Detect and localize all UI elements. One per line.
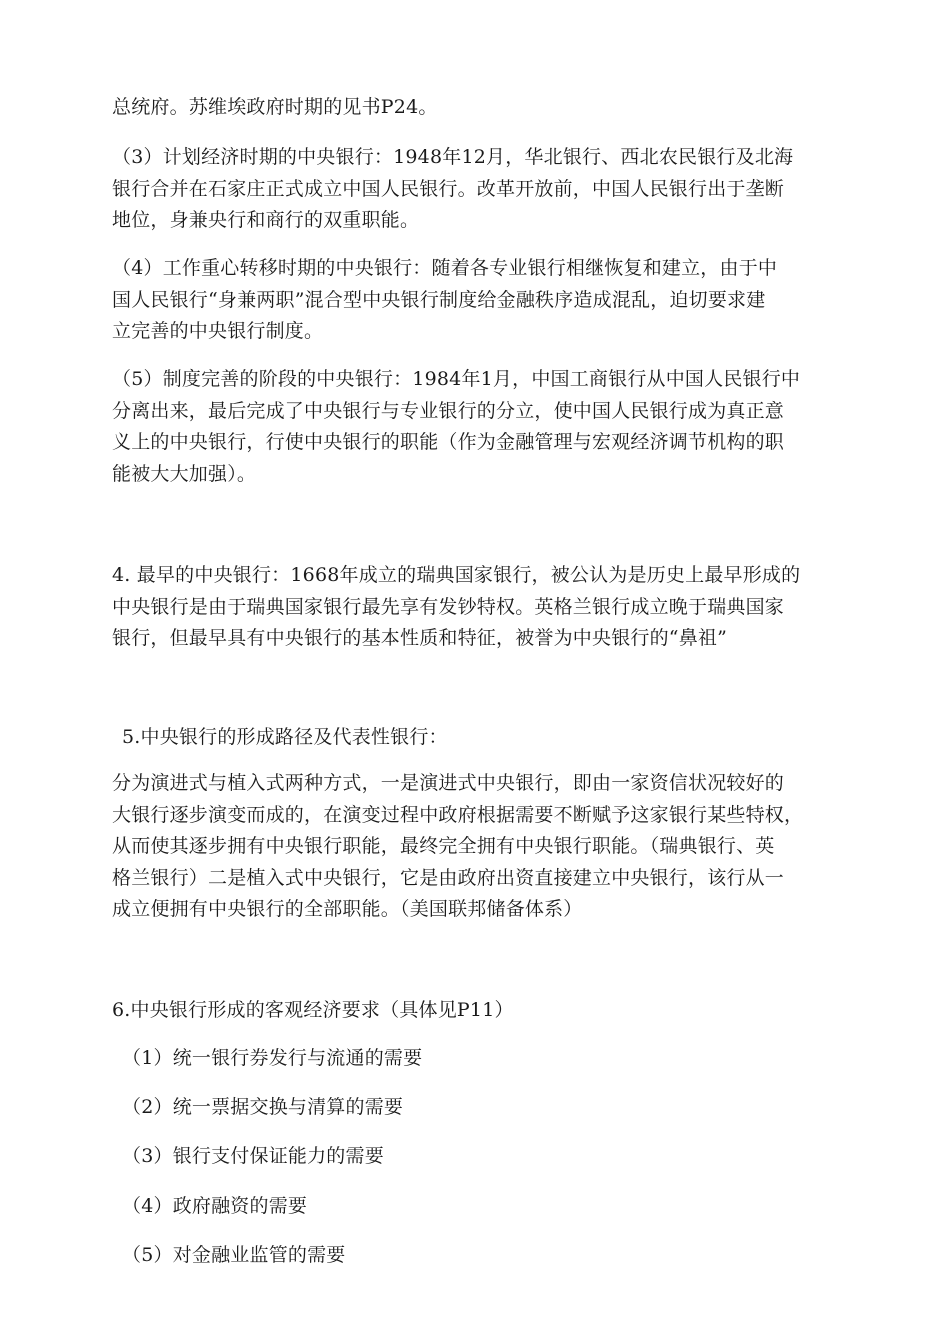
- heading-text: 6.中央银行形成的客观经济要求（具体见P11）: [112, 999, 514, 1021]
- paragraph-soviet-period: [112, 92, 847, 124]
- text-line: （4）政府融资的需要: [122, 1195, 308, 1217]
- paragraph-planned-economy: [112, 142, 847, 237]
- text-line: 分为演进式与植入式两种方式，一是演进式中央银行，即由一家资信状况较好的: [112, 772, 785, 794]
- text-line: 总统府。苏维埃政府时期的见书P24。: [112, 96, 438, 118]
- text-line: 银行合并在石家庄正式成立中国人民银行。改革开放前，中国人民银行出于垄断: [112, 177, 785, 200]
- paragraph-formation-body: [112, 768, 847, 926]
- list-item-requirement-1: [122, 1043, 857, 1075]
- text-line: （3）银行支付保证能力的需要: [122, 1145, 384, 1167]
- text-line: （5）制度完善的阶段的中央银行：1984年1月，中国工商银行从中国人民银行中: [112, 368, 801, 390]
- text-line: 中央银行是由于瑞典国家银行最先享有发钞特权。英格兰银行成立晚于瑞典国家: [112, 595, 785, 618]
- list-item-requirement-2: [122, 1092, 857, 1124]
- text-line: （1）统一银行券发行与流通的需要: [122, 1047, 423, 1069]
- text-line: 4. 最早的中央银行：1668年成立的瑞典国家银行，被公认为是历史上最早形成的: [112, 564, 801, 586]
- section-heading-formation-path: [122, 722, 857, 754]
- paragraph-system-perfected: [112, 364, 847, 490]
- text-line: 立完善的中央银行制度。: [112, 320, 324, 342]
- text-line: 国人民银行“身兼两职”混合型中央银行制度给金融秩序造成混乱，迫切要求建: [112, 288, 766, 311]
- text-line: 成立便拥有中央银行的全部职能。（美国联邦储备体系）: [112, 898, 583, 920]
- section-heading-economic-requirements: [112, 995, 847, 1027]
- heading-text: 5.中央银行的形成路径及代表性银行：: [122, 726, 448, 748]
- list-item-requirement-5: [122, 1240, 857, 1272]
- text-line: 格兰银行）二是植入式中央银行，它是由政府出资直接建立中央银行，该行从一: [112, 866, 785, 889]
- text-line: 分离出来，最后完成了中央银行与专业银行的分立，使中国人民银行成为真正意: [112, 399, 785, 422]
- list-item-requirement-3: [122, 1141, 857, 1173]
- text-line: （4）工作重心转移时期的中央银行：随着各专业银行相继恢复和建立，由于中: [112, 257, 778, 279]
- paragraph-focus-shift: [112, 253, 847, 348]
- text-line: 从而使其逐步拥有中央银行职能，最终完全拥有中央银行职能。（瑞典银行、英: [112, 835, 775, 857]
- text-line: 大银行逐步演变而成的，在演变过程中政府根据需要不断赋予这家银行某些特权，: [112, 803, 804, 826]
- text-line: （2）统一票据交换与清算的需要: [122, 1096, 404, 1118]
- text-line: （3）计划经济时期的中央银行：1948年12月，华北银行、西北农民银行及北海: [112, 146, 794, 168]
- text-line: 能被大大加强）。: [112, 462, 257, 485]
- text-line: 地位，身兼央行和商行的双重职能。: [112, 209, 420, 231]
- text-line: 义上的中央银行，行使中央银行的职能（作为金融管理与宏观经济调节机构的职: [112, 431, 785, 453]
- paragraph-earliest-central-bank: [112, 560, 847, 655]
- text-line: 银行，但最早具有中央银行的基本性质和特征，被誉为中央银行的“鼻祖”: [112, 627, 728, 649]
- list-item-requirement-4: [122, 1191, 857, 1223]
- text-line: （5）对金融业监管的需要: [122, 1244, 346, 1266]
